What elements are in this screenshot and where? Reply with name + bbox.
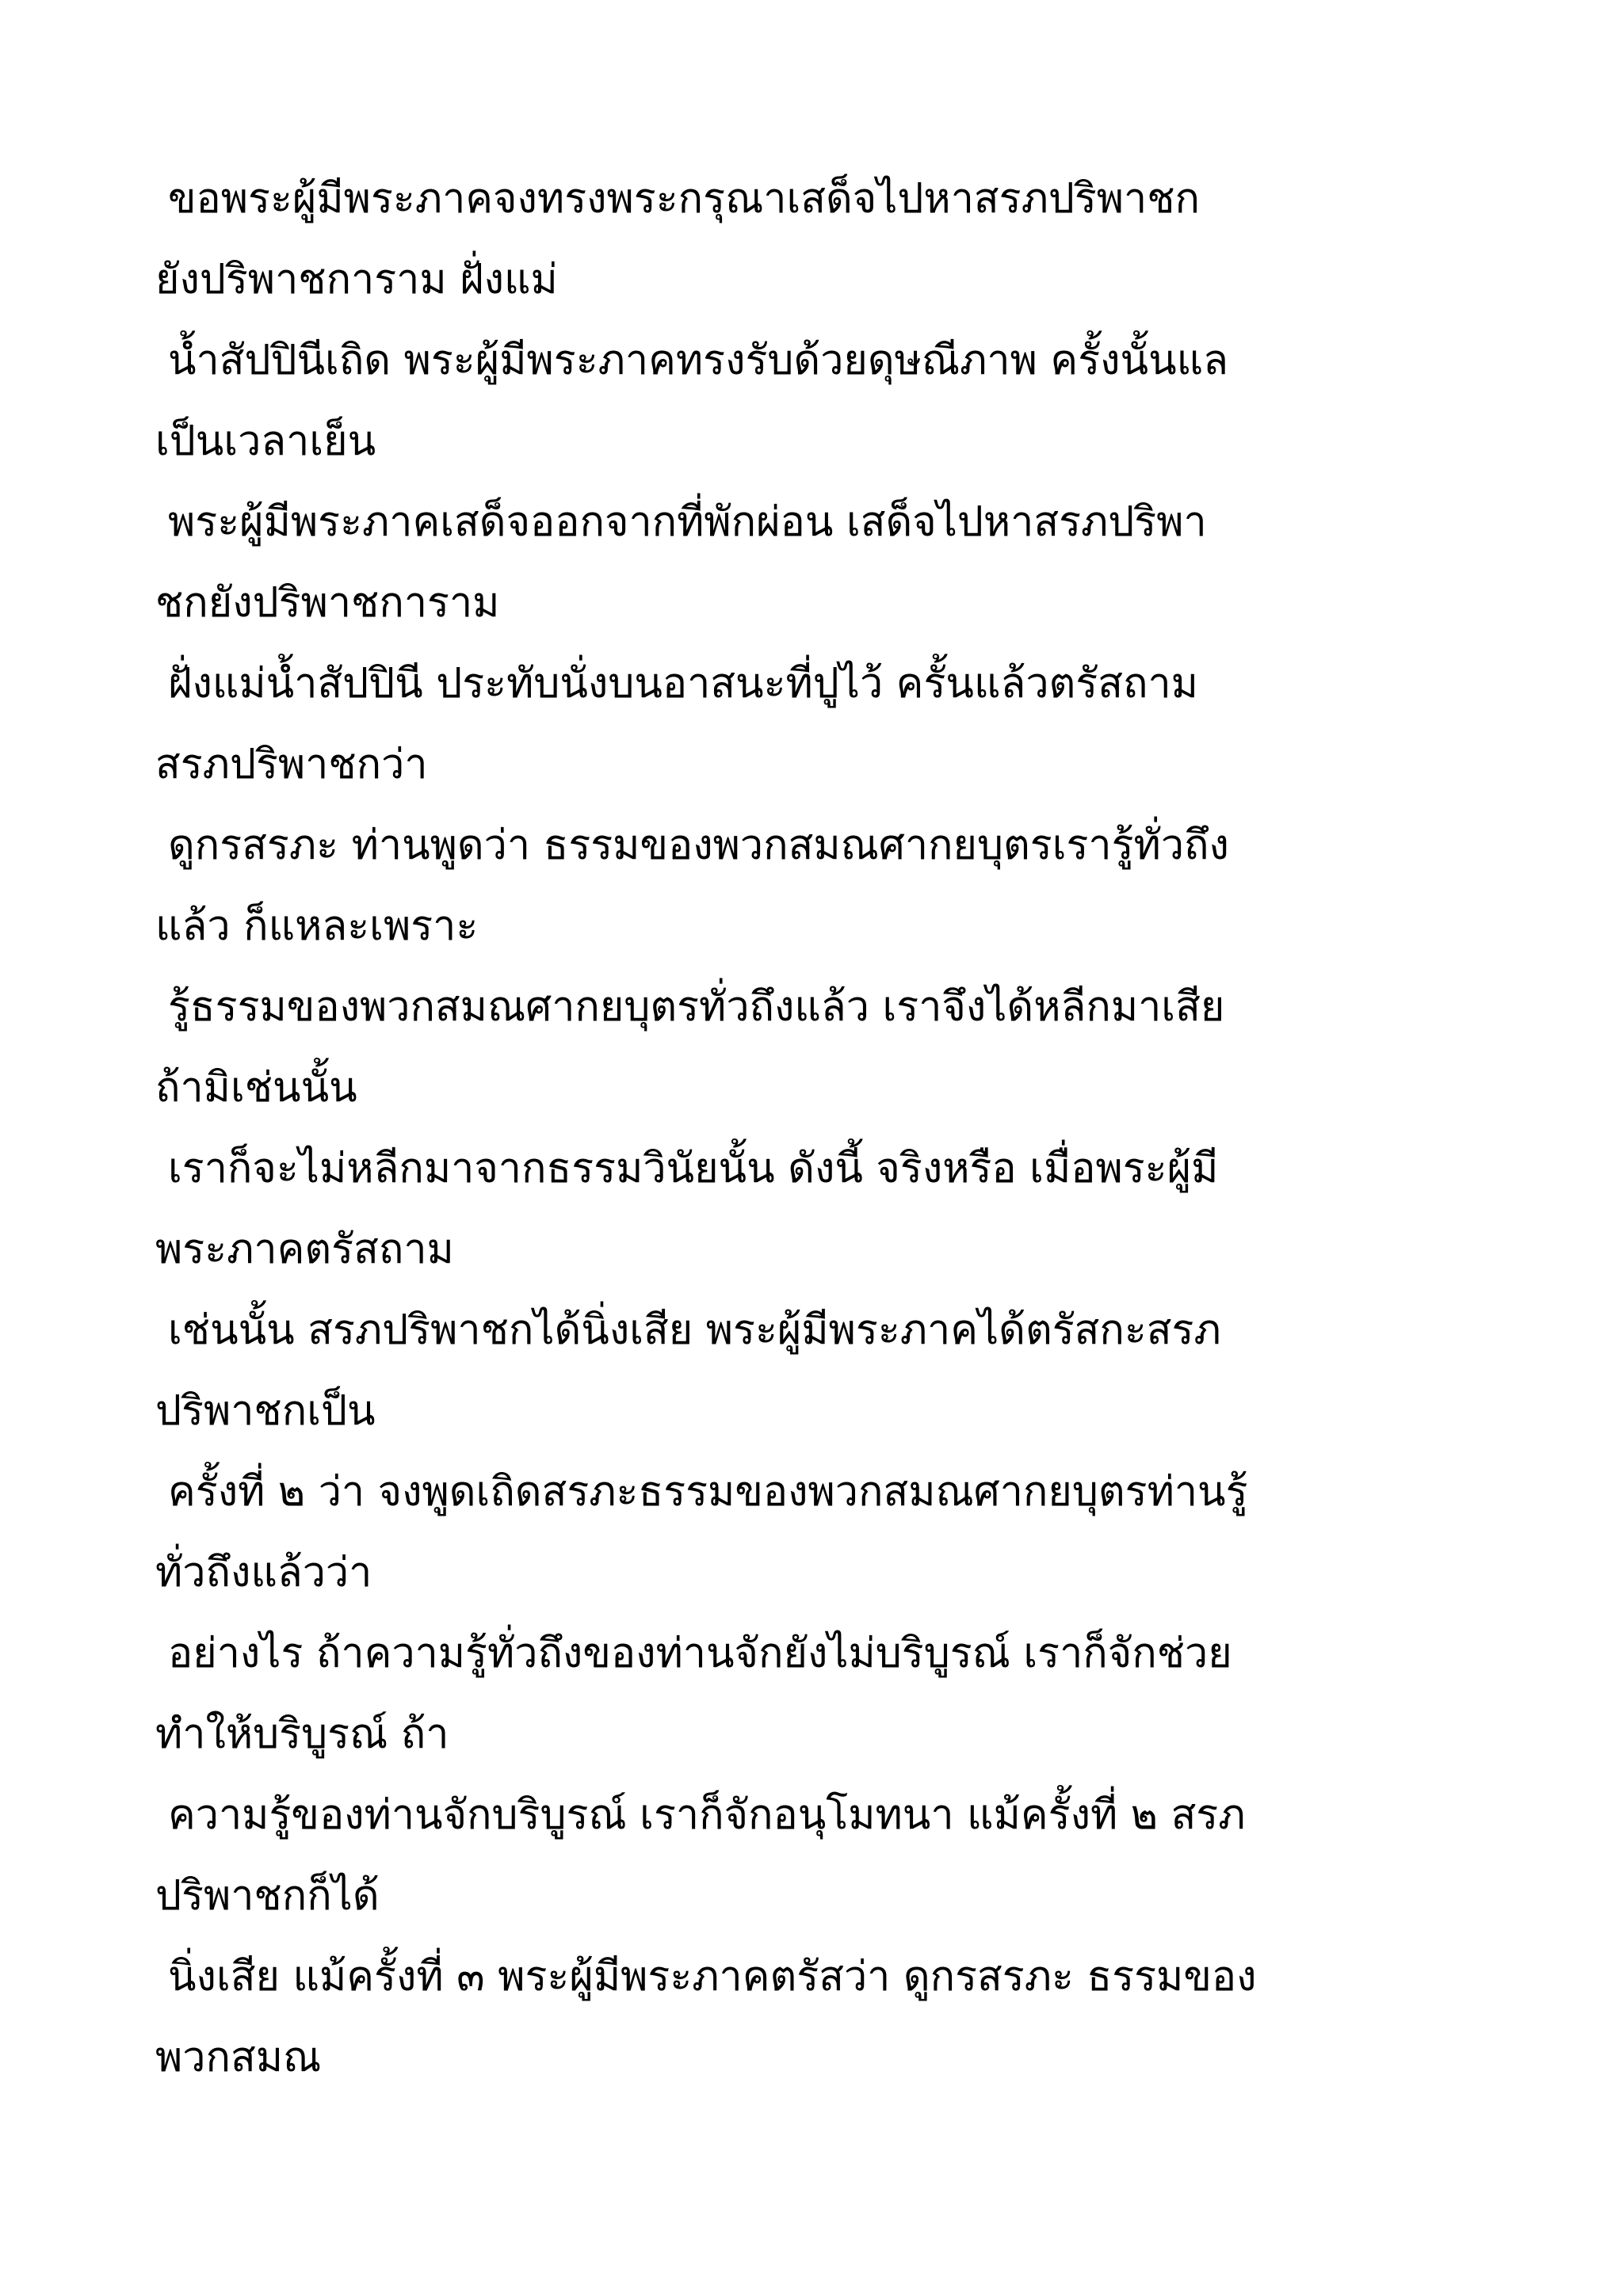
paragraph [155,1128,1503,1290]
body-text [155,158,1503,2098]
paragraph [155,482,1503,643]
paragraph [155,320,1503,482]
paragraph-line: พระผู้มีพระภาคเสด็จออกจากที่พักผ่อน เสด็จไปหาสรภปริพา [168,498,1207,546]
paragraph-line: ชกยังปริพาชการาม [155,579,500,627]
paragraph [155,1290,1503,1451]
paragraph-line: ถ้ามิเช่นนั้น [155,1064,357,1112]
paragraph [155,967,1503,1128]
paragraph-line: ฝั่งแม่น้ำสัปปินี ประทับนั่งบนอาสนะที่ปูไว้ ครั้นแล้วตรัสถาม [168,660,1198,707]
paragraph-line: รู้ธรรมของพวกสมณศากยบุตรทั่วถึงแล้ว เราจึงได้หลีกมาเสีย [168,983,1225,1031]
paragraph-line: ปริพาชกเป็น [155,1387,376,1435]
paragraph [155,643,1503,805]
paragraph-line: นิ่งเสีย แม้ครั้งที่ ๓ พระผู้มีพระภาคตรัสว่า ดูกรสรภะ ธรรมของ [168,1953,1257,2000]
paragraph [155,1936,1503,2098]
paragraph-line: ทำให้บริบูรณ์ ถ้า [155,1711,449,1758]
paragraph-line: ทั่วถึงแล้วว่า [155,1549,372,1596]
paragraph-line: ขอพระผู้มีพระภาคจงทรงพระกรุณาเสด็จไปหาสรภปริพาชก [168,175,1201,223]
paragraph-line: ยังปริพาชการาม ฝั่งแม่ [155,256,558,303]
paragraph-line: อย่างไร ถ้าความรู้ทั่วถึงของท่านจักยังไม่บริบูรณ์ เราก็จักช่วย [168,1630,1232,1677]
paragraph-line: เป็นเวลาเย็น [155,418,376,465]
paragraph [155,1613,1503,1775]
paragraph-line: พวกสมณ [155,2034,322,2081]
paragraph-line: น้ำสัปปินีเถิด พระผู้มีพระภาคทรงรับด้วยดุษณีภาพ ครั้งนั้นแล [168,337,1229,384]
paragraph-line: ความรู้ของท่านจักบริบูรณ์ เราก็จักอนุโมทนา แม้ครั้งที่ ๒ สรภ [168,1791,1246,1839]
paragraph-line: ดูกรสรภะ ท่านพูดว่า ธรรมของพวกสมณศากยบุตรเรารู้ทั่วถึง [168,822,1229,869]
paragraph [155,1775,1503,1936]
paragraph-line: ปริพาชกก็ได้ [155,1872,380,1920]
paragraph [155,805,1503,967]
paragraph [155,158,1503,320]
paragraph-line: เราก็จะไม่หลีกมาจากธรรมวินัยนั้น ดังนี้ จริงหรือ เมื่อพระผู้มี [168,1145,1219,1192]
paragraph-line: แล้ว ก็แหละเพราะ [155,902,479,950]
paragraph-line: พระภาคตรัสถาม [155,1226,454,1273]
paragraph-line: สรภปริพาชกว่า [155,741,428,788]
paragraph-line: เช่นนั้น สรภปริพาชกได้นิ่งเสีย พระผู้มีพระภาคได้ตรัสกะสรภ [168,1306,1221,1354]
paragraph-line: ครั้งที่ ๒ ว่า จงพูดเถิดสรภะธรรมของพวกสมณศากยบุตรท่านรู้ [168,1468,1248,1516]
paragraph [155,1451,1503,1613]
